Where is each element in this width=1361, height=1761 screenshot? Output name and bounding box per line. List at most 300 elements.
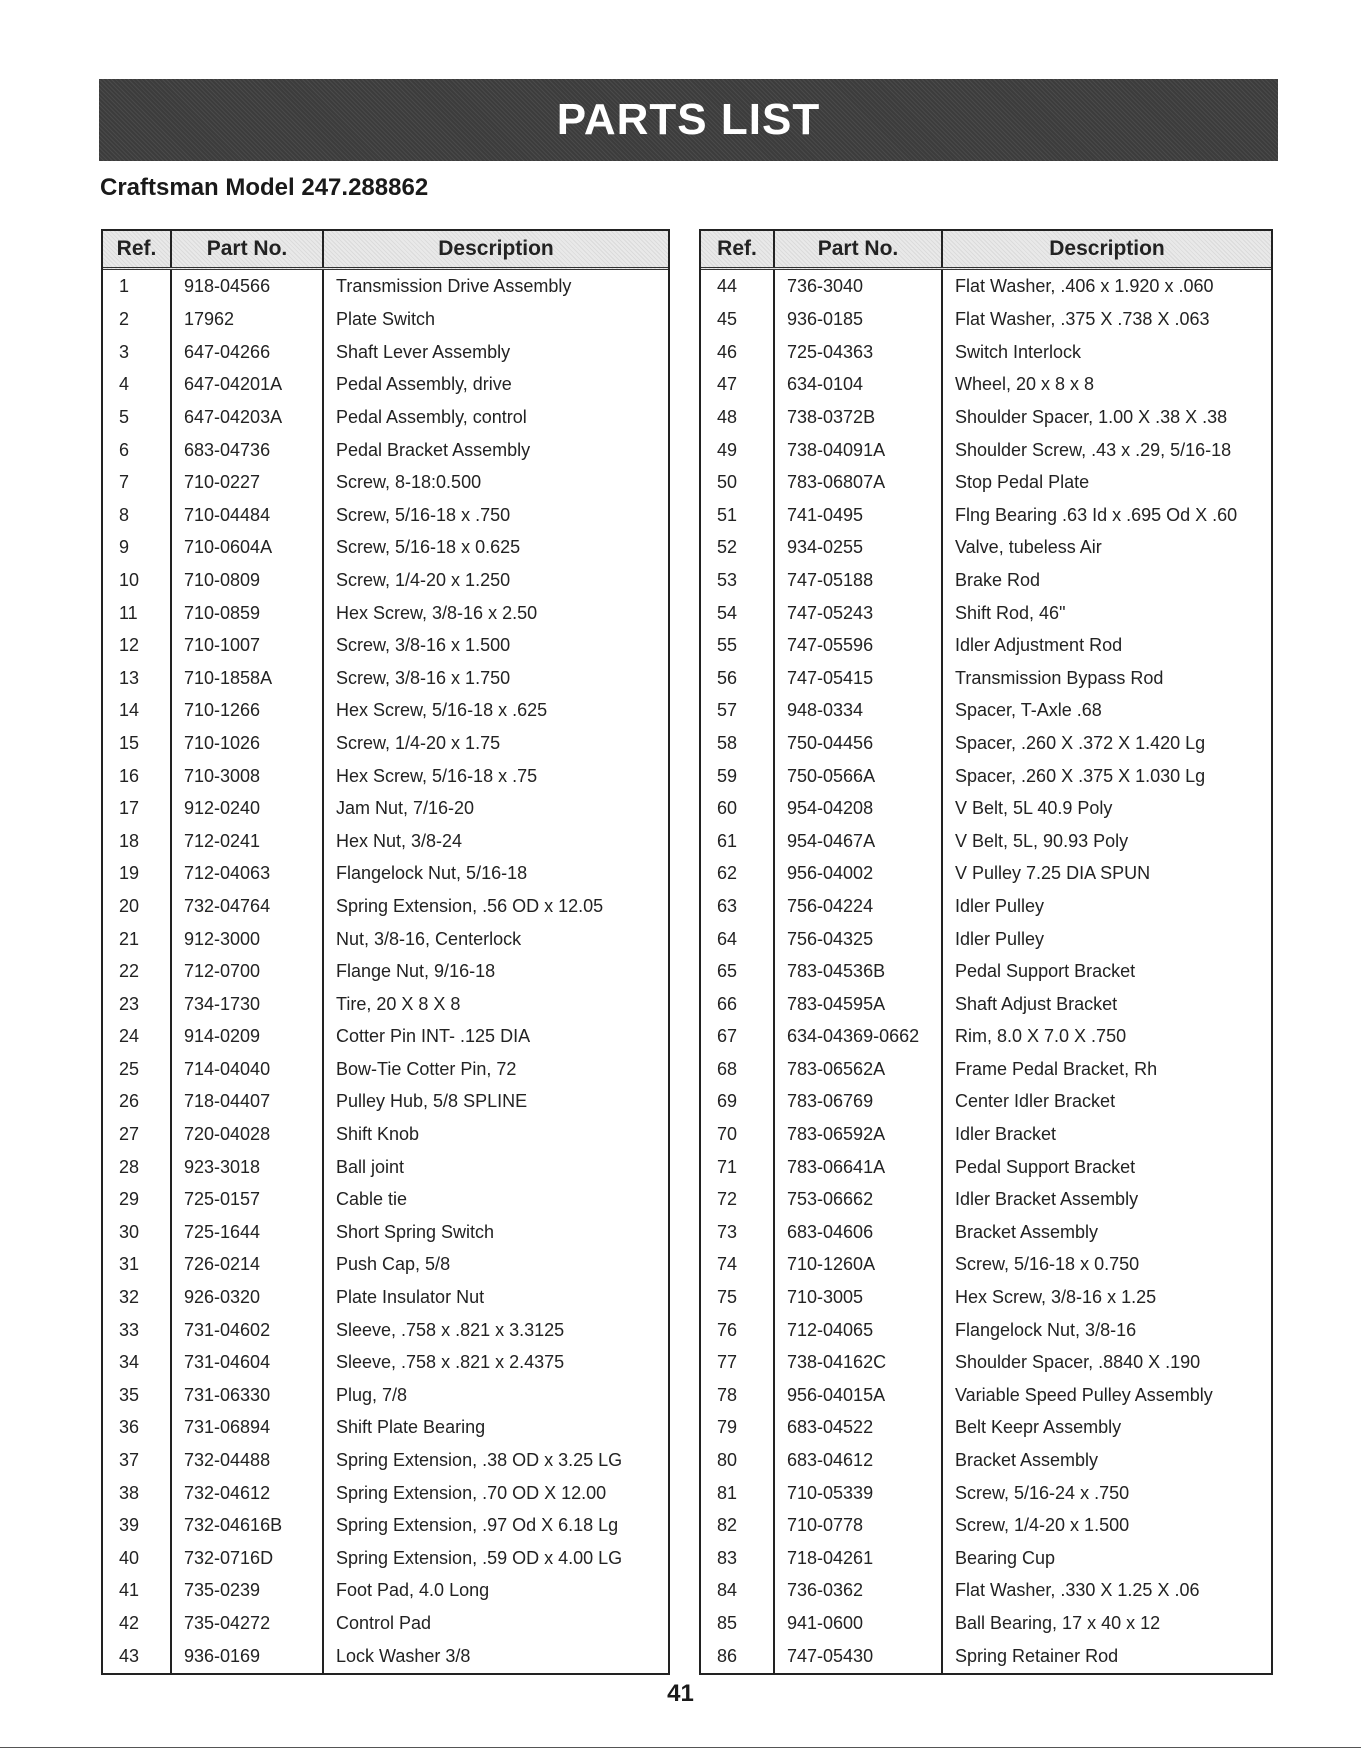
- part-no-cell: 725-1644: [171, 1216, 323, 1249]
- description-cell: Tire, 20 X 8 X 8: [323, 988, 668, 1021]
- parts-list-banner: [99, 79, 1278, 161]
- table-row: [701, 1640, 1271, 1673]
- part-no-cell: 712-04063: [171, 858, 323, 891]
- part-no-cell: 710-1260A: [774, 1249, 942, 1282]
- part-no-cell: 954-04208: [774, 792, 942, 825]
- ref-cell: 34: [119, 1352, 140, 1373]
- description-cell: Screw, 1/4-20 x 1.500: [942, 1509, 1271, 1542]
- part-no-cell: 747-05415: [774, 662, 942, 695]
- table-row: [103, 1216, 668, 1249]
- description-cell: Pedal Assembly, drive: [323, 369, 668, 402]
- part-no-cell: 710-04484: [171, 499, 323, 532]
- description-cell: Pedal Assembly, control: [323, 401, 668, 434]
- description-cell: Hex Nut, 3/8-24: [323, 825, 668, 858]
- table-row: [103, 466, 668, 499]
- ref-cell: 55: [717, 635, 738, 656]
- description-cell: Switch Interlock: [942, 336, 1271, 369]
- description-cell: Stop Pedal Plate: [942, 466, 1271, 499]
- description-cell: Screw, 1/4-20 x 1.250: [323, 564, 668, 597]
- table-row: [103, 1118, 668, 1151]
- table-row: [701, 760, 1271, 793]
- part-no-cell: 747-05430: [774, 1640, 942, 1673]
- description-cell: Screw, 3/8-16 x 1.500: [323, 629, 668, 662]
- part-no-cell: 683-04736: [171, 434, 323, 467]
- table-row: [103, 1053, 668, 1086]
- part-no-cell: 783-06807A: [774, 466, 942, 499]
- description-cell: Plug, 7/8: [323, 1379, 668, 1412]
- ref-cell: 71: [717, 1156, 738, 1177]
- ref-cell: 46: [717, 341, 738, 362]
- ref-cell: 67: [717, 1026, 738, 1047]
- table-row: [103, 1151, 668, 1184]
- part-no-cell: 735-04272: [171, 1607, 323, 1640]
- banner-title: PARTS LIST: [556, 95, 821, 144]
- table-row: [103, 727, 668, 760]
- ref-cell: 20: [119, 895, 140, 916]
- part-no-cell: 783-06641A: [774, 1151, 942, 1184]
- parts-table-body: [103, 269, 668, 1674]
- description-cell: Shoulder Screw, .43 x .29, 5/16-18: [942, 434, 1271, 467]
- part-no-cell: 756-04325: [774, 923, 942, 956]
- table-row: [701, 695, 1271, 728]
- table-row: [103, 695, 668, 728]
- description-cell: Spacer, .260 X .372 X 1.420 Lg: [942, 727, 1271, 760]
- ref-cell: 27: [119, 1124, 140, 1145]
- description-cell: Pedal Support Bracket: [942, 1151, 1271, 1184]
- description-cell: Nut, 3/8-16, Centerlock: [323, 923, 668, 956]
- part-no-cell: 732-04764: [171, 890, 323, 923]
- description-cell: Shaft Adjust Bracket: [942, 988, 1271, 1021]
- table-row: [701, 1281, 1271, 1314]
- part-no-cell: 731-04602: [171, 1314, 323, 1347]
- ref-cell: 30: [119, 1221, 140, 1242]
- description-cell: V Belt, 5L, 90.93 Poly: [942, 825, 1271, 858]
- table-row: [701, 1216, 1271, 1249]
- table-row: [701, 1509, 1271, 1542]
- table-row: [701, 988, 1271, 1021]
- description-cell: Spacer, T-Axle .68: [942, 695, 1271, 728]
- description-cell: Hex Screw, 5/16-18 x .75: [323, 760, 668, 793]
- part-no-cell: 731-06330: [171, 1379, 323, 1412]
- table-row: [701, 532, 1271, 565]
- table-row: [701, 1444, 1271, 1477]
- ref-cell: 11: [119, 602, 138, 623]
- table-row: [103, 760, 668, 793]
- ref-cell: 16: [119, 765, 140, 786]
- table-row: [103, 1444, 668, 1477]
- description-cell: Flat Washer, .406 x 1.920 x .060: [942, 269, 1271, 304]
- table-row: [103, 1640, 668, 1673]
- ref-cell: 40: [119, 1547, 140, 1568]
- table-row: [701, 564, 1271, 597]
- description-cell: Plate Insulator Nut: [323, 1281, 668, 1314]
- ref-cell: 31: [119, 1254, 140, 1275]
- part-no-cell: 783-06592A: [774, 1118, 942, 1151]
- ref-cell: 17: [119, 798, 140, 819]
- part-no-cell: 941-0600: [774, 1607, 942, 1640]
- ref-cell: 32: [119, 1287, 140, 1308]
- ref-cell: 75: [717, 1287, 738, 1308]
- ref-cell: 60: [717, 798, 738, 819]
- ref-cell: 25: [119, 1058, 140, 1079]
- part-no-cell: 647-04266: [171, 336, 323, 369]
- ref-cell: 39: [119, 1515, 140, 1536]
- part-no-cell: 956-04015A: [774, 1379, 942, 1412]
- description-cell: Screw, 1/4-20 x 1.75: [323, 727, 668, 760]
- description-cell: Shaft Lever Assembly: [323, 336, 668, 369]
- description-cell: Flange Nut, 9/16-18: [323, 955, 668, 988]
- table-row: [103, 629, 668, 662]
- description-cell: Valve, tubeless Air: [942, 532, 1271, 565]
- table-row: [701, 369, 1271, 402]
- description-cell: Flng Bearing .63 Id x .695 Od X .60: [942, 499, 1271, 532]
- part-no-cell: 647-04201A: [171, 369, 323, 402]
- column-header-ref: Ref.: [701, 231, 774, 269]
- ref-cell: 5: [119, 407, 130, 428]
- description-cell: Spring Extension, .56 OD x 12.05: [323, 890, 668, 923]
- part-no-cell: 718-04261: [774, 1542, 942, 1575]
- part-no-cell: 736-0362: [774, 1575, 942, 1608]
- description-cell: Hex Screw, 5/16-18 x .625: [323, 695, 668, 728]
- ref-cell: 86: [717, 1645, 738, 1666]
- ref-cell: 64: [717, 928, 738, 949]
- part-no-cell: 710-3008: [171, 760, 323, 793]
- ref-cell: 19: [119, 863, 140, 884]
- table-row: [103, 858, 668, 891]
- table-row: [701, 1021, 1271, 1054]
- model-heading: Craftsman Model 247.288862: [100, 174, 429, 201]
- description-cell: Idler Pulley: [942, 890, 1271, 923]
- description-cell: Variable Speed Pulley Assembly: [942, 1379, 1271, 1412]
- ref-cell: 22: [119, 961, 140, 982]
- part-no-cell: 926-0320: [171, 1281, 323, 1314]
- ref-cell: 58: [717, 732, 738, 753]
- table-row: [103, 1412, 668, 1445]
- table-row: [103, 597, 668, 630]
- part-no-cell: 738-04091A: [774, 434, 942, 467]
- table-row: [701, 434, 1271, 467]
- part-no-cell: 714-04040: [171, 1053, 323, 1086]
- ref-cell: 1: [119, 276, 130, 297]
- table-row: [103, 825, 668, 858]
- description-cell: Plate Switch: [323, 303, 668, 336]
- part-no-cell: 718-04407: [171, 1086, 323, 1119]
- table-row: [701, 1151, 1271, 1184]
- ref-cell: 13: [119, 667, 140, 688]
- table-row: [103, 923, 668, 956]
- table-row: [103, 532, 668, 565]
- ref-cell: 61: [717, 830, 738, 851]
- ref-cell: 80: [717, 1450, 738, 1471]
- table-row: [103, 369, 668, 402]
- ref-cell: 81: [717, 1482, 738, 1503]
- ref-cell: 10: [119, 569, 140, 590]
- description-cell: Sleeve, .758 x .821 x 3.3125: [323, 1314, 668, 1347]
- page-number: 41: [667, 1680, 694, 1707]
- description-cell: Center Idler Bracket: [942, 1086, 1271, 1119]
- table-row: [701, 401, 1271, 434]
- description-cell: Belt Keepr Assembly: [942, 1412, 1271, 1445]
- table-row: [103, 401, 668, 434]
- description-cell: Pulley Hub, 5/8 SPLINE: [323, 1086, 668, 1119]
- part-no-cell: 783-04595A: [774, 988, 942, 1021]
- part-no-cell: 731-06894: [171, 1412, 323, 1445]
- ref-cell: 70: [717, 1124, 738, 1145]
- description-cell: Idler Pulley: [942, 923, 1271, 956]
- description-cell: Flat Washer, .375 X .738 X .063: [942, 303, 1271, 336]
- table-row: [103, 269, 668, 304]
- description-cell: Spring Retainer Rod: [942, 1640, 1271, 1673]
- ref-cell: 35: [119, 1384, 140, 1405]
- ref-cell: 12: [119, 635, 140, 656]
- part-no-cell: 725-0157: [171, 1183, 323, 1216]
- part-no-cell: 712-0700: [171, 955, 323, 988]
- ref-cell: 73: [717, 1221, 738, 1242]
- part-no-cell: 783-06769: [774, 1086, 942, 1119]
- ref-cell: 68: [717, 1058, 738, 1079]
- table-row: [701, 1249, 1271, 1282]
- ref-cell: 8: [119, 504, 130, 525]
- description-cell: Screw, 5/16-18 x .750: [323, 499, 668, 532]
- description-cell: Pedal Bracket Assembly: [323, 434, 668, 467]
- ref-cell: 33: [119, 1319, 140, 1340]
- description-cell: Flangelock Nut, 3/8-16: [942, 1314, 1271, 1347]
- table-row: [701, 466, 1271, 499]
- table-row: [701, 1314, 1271, 1347]
- part-no-cell: 710-0604A: [171, 532, 323, 565]
- ref-cell: 84: [717, 1580, 738, 1601]
- description-cell: Spring Extension, .59 OD x 4.00 LG: [323, 1542, 668, 1575]
- table-row: [103, 434, 668, 467]
- description-cell: Screw, 3/8-16 x 1.750: [323, 662, 668, 695]
- part-no-cell: 732-04488: [171, 1444, 323, 1477]
- description-cell: Push Cap, 5/8: [323, 1249, 668, 1282]
- column-header-part-no: Part No.: [774, 231, 942, 269]
- part-no-cell: 732-04616B: [171, 1509, 323, 1542]
- description-cell: Transmission Drive Assembly: [323, 269, 668, 304]
- ref-cell: 63: [717, 895, 738, 916]
- part-no-cell: 912-3000: [171, 923, 323, 956]
- description-cell: Shoulder Spacer, 1.00 X .38 X .38: [942, 401, 1271, 434]
- parts-table: [103, 231, 668, 1673]
- part-no-cell: 710-1266: [171, 695, 323, 728]
- description-cell: Brake Rod: [942, 564, 1271, 597]
- description-cell: Bow-Tie Cotter Pin, 72: [323, 1053, 668, 1086]
- part-no-cell: 683-04522: [774, 1412, 942, 1445]
- description-cell: Shift Rod, 46": [942, 597, 1271, 630]
- ref-cell: 23: [119, 993, 140, 1014]
- description-cell: Ball Bearing, 17 x 40 x 12: [942, 1607, 1271, 1640]
- description-cell: Transmission Bypass Rod: [942, 662, 1271, 695]
- table-row: [701, 825, 1271, 858]
- ref-cell: 41: [119, 1580, 140, 1601]
- table-row: [701, 727, 1271, 760]
- table-row: [103, 1379, 668, 1412]
- description-cell: Screw, 8-18:0.500: [323, 466, 668, 499]
- part-no-cell: 936-0169: [171, 1640, 323, 1673]
- part-no-cell: 710-1007: [171, 629, 323, 662]
- part-no-cell: 923-3018: [171, 1151, 323, 1184]
- ref-cell: 77: [717, 1352, 738, 1373]
- part-no-cell: 734-1730: [171, 988, 323, 1021]
- table-row: [103, 1542, 668, 1575]
- description-cell: Spring Extension, .38 OD x 3.25 LG: [323, 1444, 668, 1477]
- part-no-cell: 747-05188: [774, 564, 942, 597]
- description-cell: Rim, 8.0 X 7.0 X .750: [942, 1021, 1271, 1054]
- table-row: [701, 955, 1271, 988]
- part-no-cell: 956-04002: [774, 858, 942, 891]
- description-cell: Spring Extension, .70 OD X 12.00: [323, 1477, 668, 1510]
- description-cell: V Pulley 7.25 DIA SPUN: [942, 858, 1271, 891]
- part-no-cell: 918-04566: [171, 269, 323, 304]
- ref-cell: 76: [717, 1319, 738, 1340]
- table-row: [701, 629, 1271, 662]
- part-no-cell: 712-04065: [774, 1314, 942, 1347]
- table-row: [103, 988, 668, 1021]
- table-row: [701, 792, 1271, 825]
- table-header-row: [103, 231, 668, 269]
- ref-cell: 42: [119, 1612, 140, 1633]
- ref-cell: 4: [119, 374, 130, 395]
- part-no-cell: 753-06662: [774, 1183, 942, 1216]
- table-row: [701, 662, 1271, 695]
- part-no-cell: 750-04456: [774, 727, 942, 760]
- table-row: [701, 1379, 1271, 1412]
- part-no-cell: 710-05339: [774, 1477, 942, 1510]
- table-row: [701, 1412, 1271, 1445]
- description-cell: Screw, 5/16-24 x .750: [942, 1477, 1271, 1510]
- description-cell: Spacer, .260 X .375 X 1.030 Lg: [942, 760, 1271, 793]
- table-row: [103, 1249, 668, 1282]
- ref-cell: 43: [119, 1645, 140, 1666]
- table-row: [103, 1607, 668, 1640]
- description-cell: Hex Screw, 3/8-16 x 1.25: [942, 1281, 1271, 1314]
- ref-cell: 45: [717, 309, 738, 330]
- ref-cell: 7: [119, 472, 130, 493]
- ref-cell: 74: [717, 1254, 738, 1275]
- part-no-cell: 683-04606: [774, 1216, 942, 1249]
- ref-cell: 6: [119, 439, 130, 460]
- part-no-cell: 732-04612: [171, 1477, 323, 1510]
- table-row: [103, 1281, 668, 1314]
- ref-cell: 2: [119, 309, 130, 330]
- ref-cell: 9: [119, 537, 130, 558]
- part-no-cell: 736-3040: [774, 269, 942, 304]
- ref-cell: 48: [717, 407, 738, 428]
- part-no-cell: 710-0859: [171, 597, 323, 630]
- table-row: [103, 955, 668, 988]
- part-no-cell: 683-04612: [774, 1444, 942, 1477]
- ref-cell: 29: [119, 1189, 140, 1210]
- column-header-part-no: Part No.: [171, 231, 323, 269]
- ref-cell: 56: [717, 667, 738, 688]
- part-no-cell: 747-05243: [774, 597, 942, 630]
- part-no-cell: 741-0495: [774, 499, 942, 532]
- table-row: [103, 1086, 668, 1119]
- ref-cell: 57: [717, 700, 738, 721]
- description-cell: Ball joint: [323, 1151, 668, 1184]
- part-no-cell: 647-04203A: [171, 401, 323, 434]
- table-row: [701, 1346, 1271, 1379]
- ref-cell: 79: [717, 1417, 738, 1438]
- part-no-cell: 732-0716D: [171, 1542, 323, 1575]
- ref-cell: 83: [717, 1547, 738, 1568]
- table-row: [103, 1314, 668, 1347]
- part-no-cell: 710-1858A: [171, 662, 323, 695]
- description-cell: Wheel, 20 x 8 x 8: [942, 369, 1271, 402]
- ref-cell: 50: [717, 472, 738, 493]
- ref-cell: 14: [119, 700, 140, 721]
- part-no-cell: 914-0209: [171, 1021, 323, 1054]
- part-no-cell: 738-0372B: [774, 401, 942, 434]
- ref-cell: 51: [717, 504, 738, 525]
- column-header-ref: Ref.: [103, 231, 171, 269]
- description-cell: Shift Knob: [323, 1118, 668, 1151]
- part-no-cell: 725-04363: [774, 336, 942, 369]
- part-no-cell: 934-0255: [774, 532, 942, 565]
- part-no-cell: 726-0214: [171, 1249, 323, 1282]
- part-no-cell: 747-05596: [774, 629, 942, 662]
- description-cell: Lock Washer 3/8: [323, 1640, 668, 1673]
- part-no-cell: 948-0334: [774, 695, 942, 728]
- table-row: [103, 1021, 668, 1054]
- table-row: [103, 792, 668, 825]
- table-row: [103, 1509, 668, 1542]
- ref-cell: 47: [717, 374, 738, 395]
- part-no-cell: 710-0809: [171, 564, 323, 597]
- table-row: [103, 303, 668, 336]
- table-row: [103, 890, 668, 923]
- part-no-cell: 936-0185: [774, 303, 942, 336]
- ref-cell: 44: [717, 276, 738, 297]
- description-cell: Idler Bracket: [942, 1118, 1271, 1151]
- description-cell: Cable tie: [323, 1183, 668, 1216]
- description-cell: Shift Plate Bearing: [323, 1412, 668, 1445]
- part-no-cell: 783-06562A: [774, 1053, 942, 1086]
- description-cell: Spring Extension, .97 Od X 6.18 Lg: [323, 1509, 668, 1542]
- ref-cell: 82: [717, 1515, 738, 1536]
- description-cell: Bearing Cup: [942, 1542, 1271, 1575]
- ref-cell: 69: [717, 1091, 738, 1112]
- ref-cell: 65: [717, 961, 738, 982]
- table-row: [701, 1607, 1271, 1640]
- table-row: [701, 923, 1271, 956]
- table-row: [103, 1346, 668, 1379]
- description-cell: Cotter Pin INT- .125 DIA: [323, 1021, 668, 1054]
- description-cell: Shoulder Spacer, .8840 X .190: [942, 1346, 1271, 1379]
- parts-table-left: [101, 229, 670, 1675]
- table-header-row: [701, 231, 1271, 269]
- part-no-cell: 712-0241: [171, 825, 323, 858]
- part-no-cell: 756-04224: [774, 890, 942, 923]
- part-no-cell: 710-0778: [774, 1509, 942, 1542]
- table-row: [103, 564, 668, 597]
- description-cell: Frame Pedal Bracket, Rh: [942, 1053, 1271, 1086]
- column-header-description: Description: [323, 231, 668, 269]
- ref-cell: 59: [717, 765, 738, 786]
- table-row: [701, 858, 1271, 891]
- part-no-cell: 17962: [171, 303, 323, 336]
- part-no-cell: 731-04604: [171, 1346, 323, 1379]
- description-cell: V Belt, 5L 40.9 Poly: [942, 792, 1271, 825]
- table-row: [701, 1086, 1271, 1119]
- column-header-description: Description: [942, 231, 1271, 269]
- description-cell: Control Pad: [323, 1607, 668, 1640]
- part-no-cell: 710-3005: [774, 1281, 942, 1314]
- ref-cell: 3: [119, 341, 130, 362]
- table-row: [701, 1118, 1271, 1151]
- part-no-cell: 735-0239: [171, 1575, 323, 1608]
